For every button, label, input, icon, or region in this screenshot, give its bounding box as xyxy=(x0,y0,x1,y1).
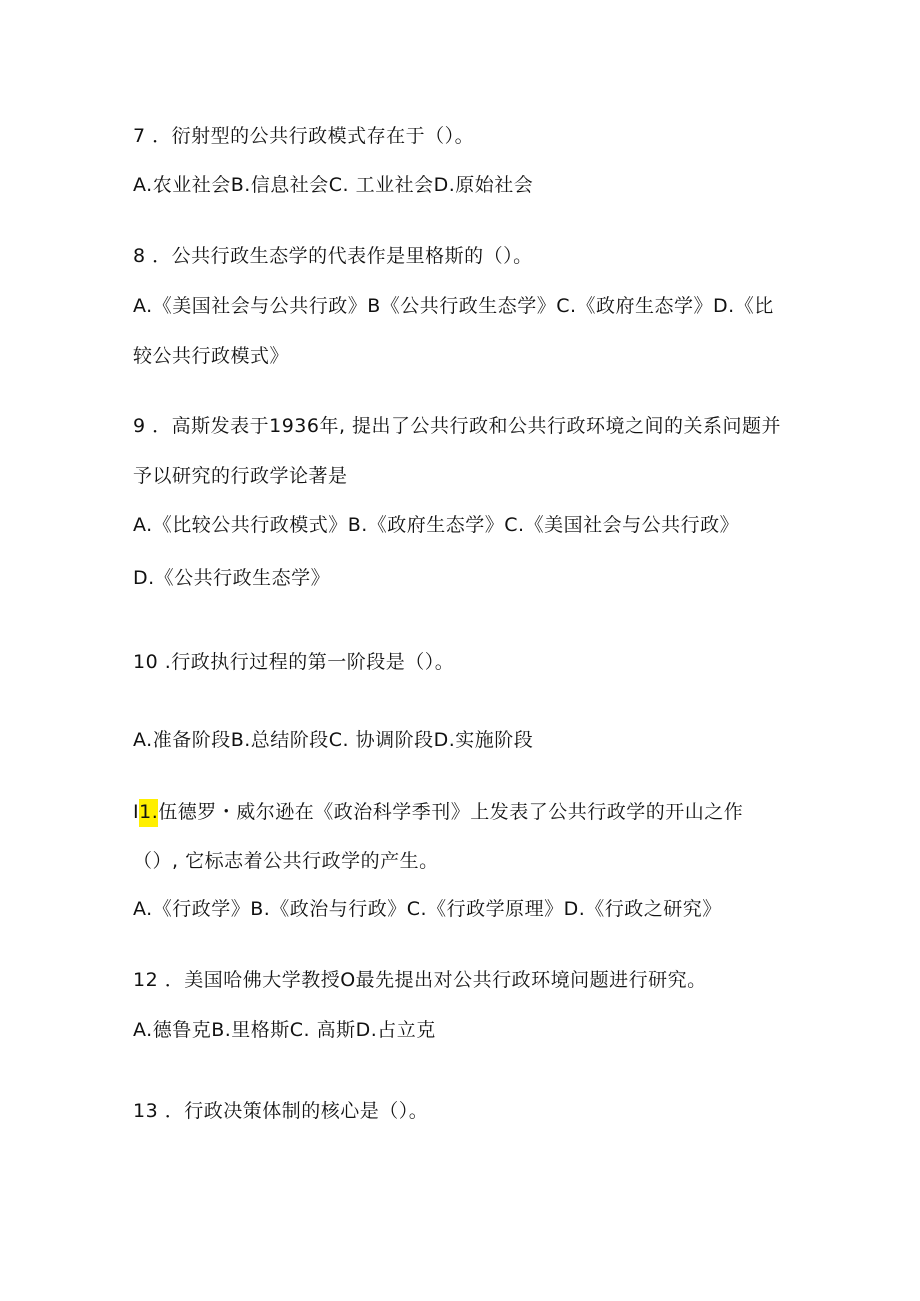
question-11-text: 伍德罗・威尔逊在《政治科学季刊》上发表了公共行政学的开山之作 xyxy=(158,801,744,823)
question-7-options: A.农业社会B.信息社会C. 工业社会D.原始社会 xyxy=(133,174,534,196)
question-13: 13 ．行政决策体制的核心是（）。 xyxy=(133,1100,429,1122)
question-11-continued: （）, 它标志着公共行政学的产生。 xyxy=(133,850,439,872)
question-8-options-continued: 较公共行政模式》 xyxy=(133,345,290,367)
question-12-options: A.德鲁克B.里格斯C. 高斯D.占立克 xyxy=(133,1019,436,1041)
question-12: 12 ．美国哈佛大学教授O最先提出对公共行政环境问题进行研究。 xyxy=(133,969,707,991)
question-9-continued: 予以研究的行政学论著是 xyxy=(133,465,348,487)
question-11 xyxy=(133,799,743,825)
question-11-number-highlight: 1. xyxy=(139,799,158,827)
question-11-options: A.《行政学》B.《政治与行政》C.《行政学原理》D.《行政之研究》 xyxy=(133,898,722,920)
question-10: 10 .行政执行过程的第一阶段是（）。 xyxy=(133,651,455,673)
question-11-number-prefix: I xyxy=(133,801,140,823)
question-9-options: A.《比较公共行政模式》B.《政府生态学》C.《美国社会与公共行政》 xyxy=(133,514,740,536)
question-8: 8 ．公共行政生态学的代表作是里格斯的（）。 xyxy=(133,245,533,267)
question-8-options: A.《美国社会与公共行政》B《公共行政生态学》C.《政府生态学》D.《比 xyxy=(133,295,774,317)
question-7: 7 ．衍射型的公共行政模式存在于（）。 xyxy=(133,125,475,147)
question-10-options: A.准备阶段B.总结阶段C. 协调阶段D.实施阶段 xyxy=(133,729,534,751)
question-9: 9 ．高斯发表于1936年, 提出了公共行政和公共行政环境之间的关系问题并 xyxy=(133,415,782,437)
question-9-options-continued: D.《公共行政生态学》 xyxy=(133,567,331,589)
